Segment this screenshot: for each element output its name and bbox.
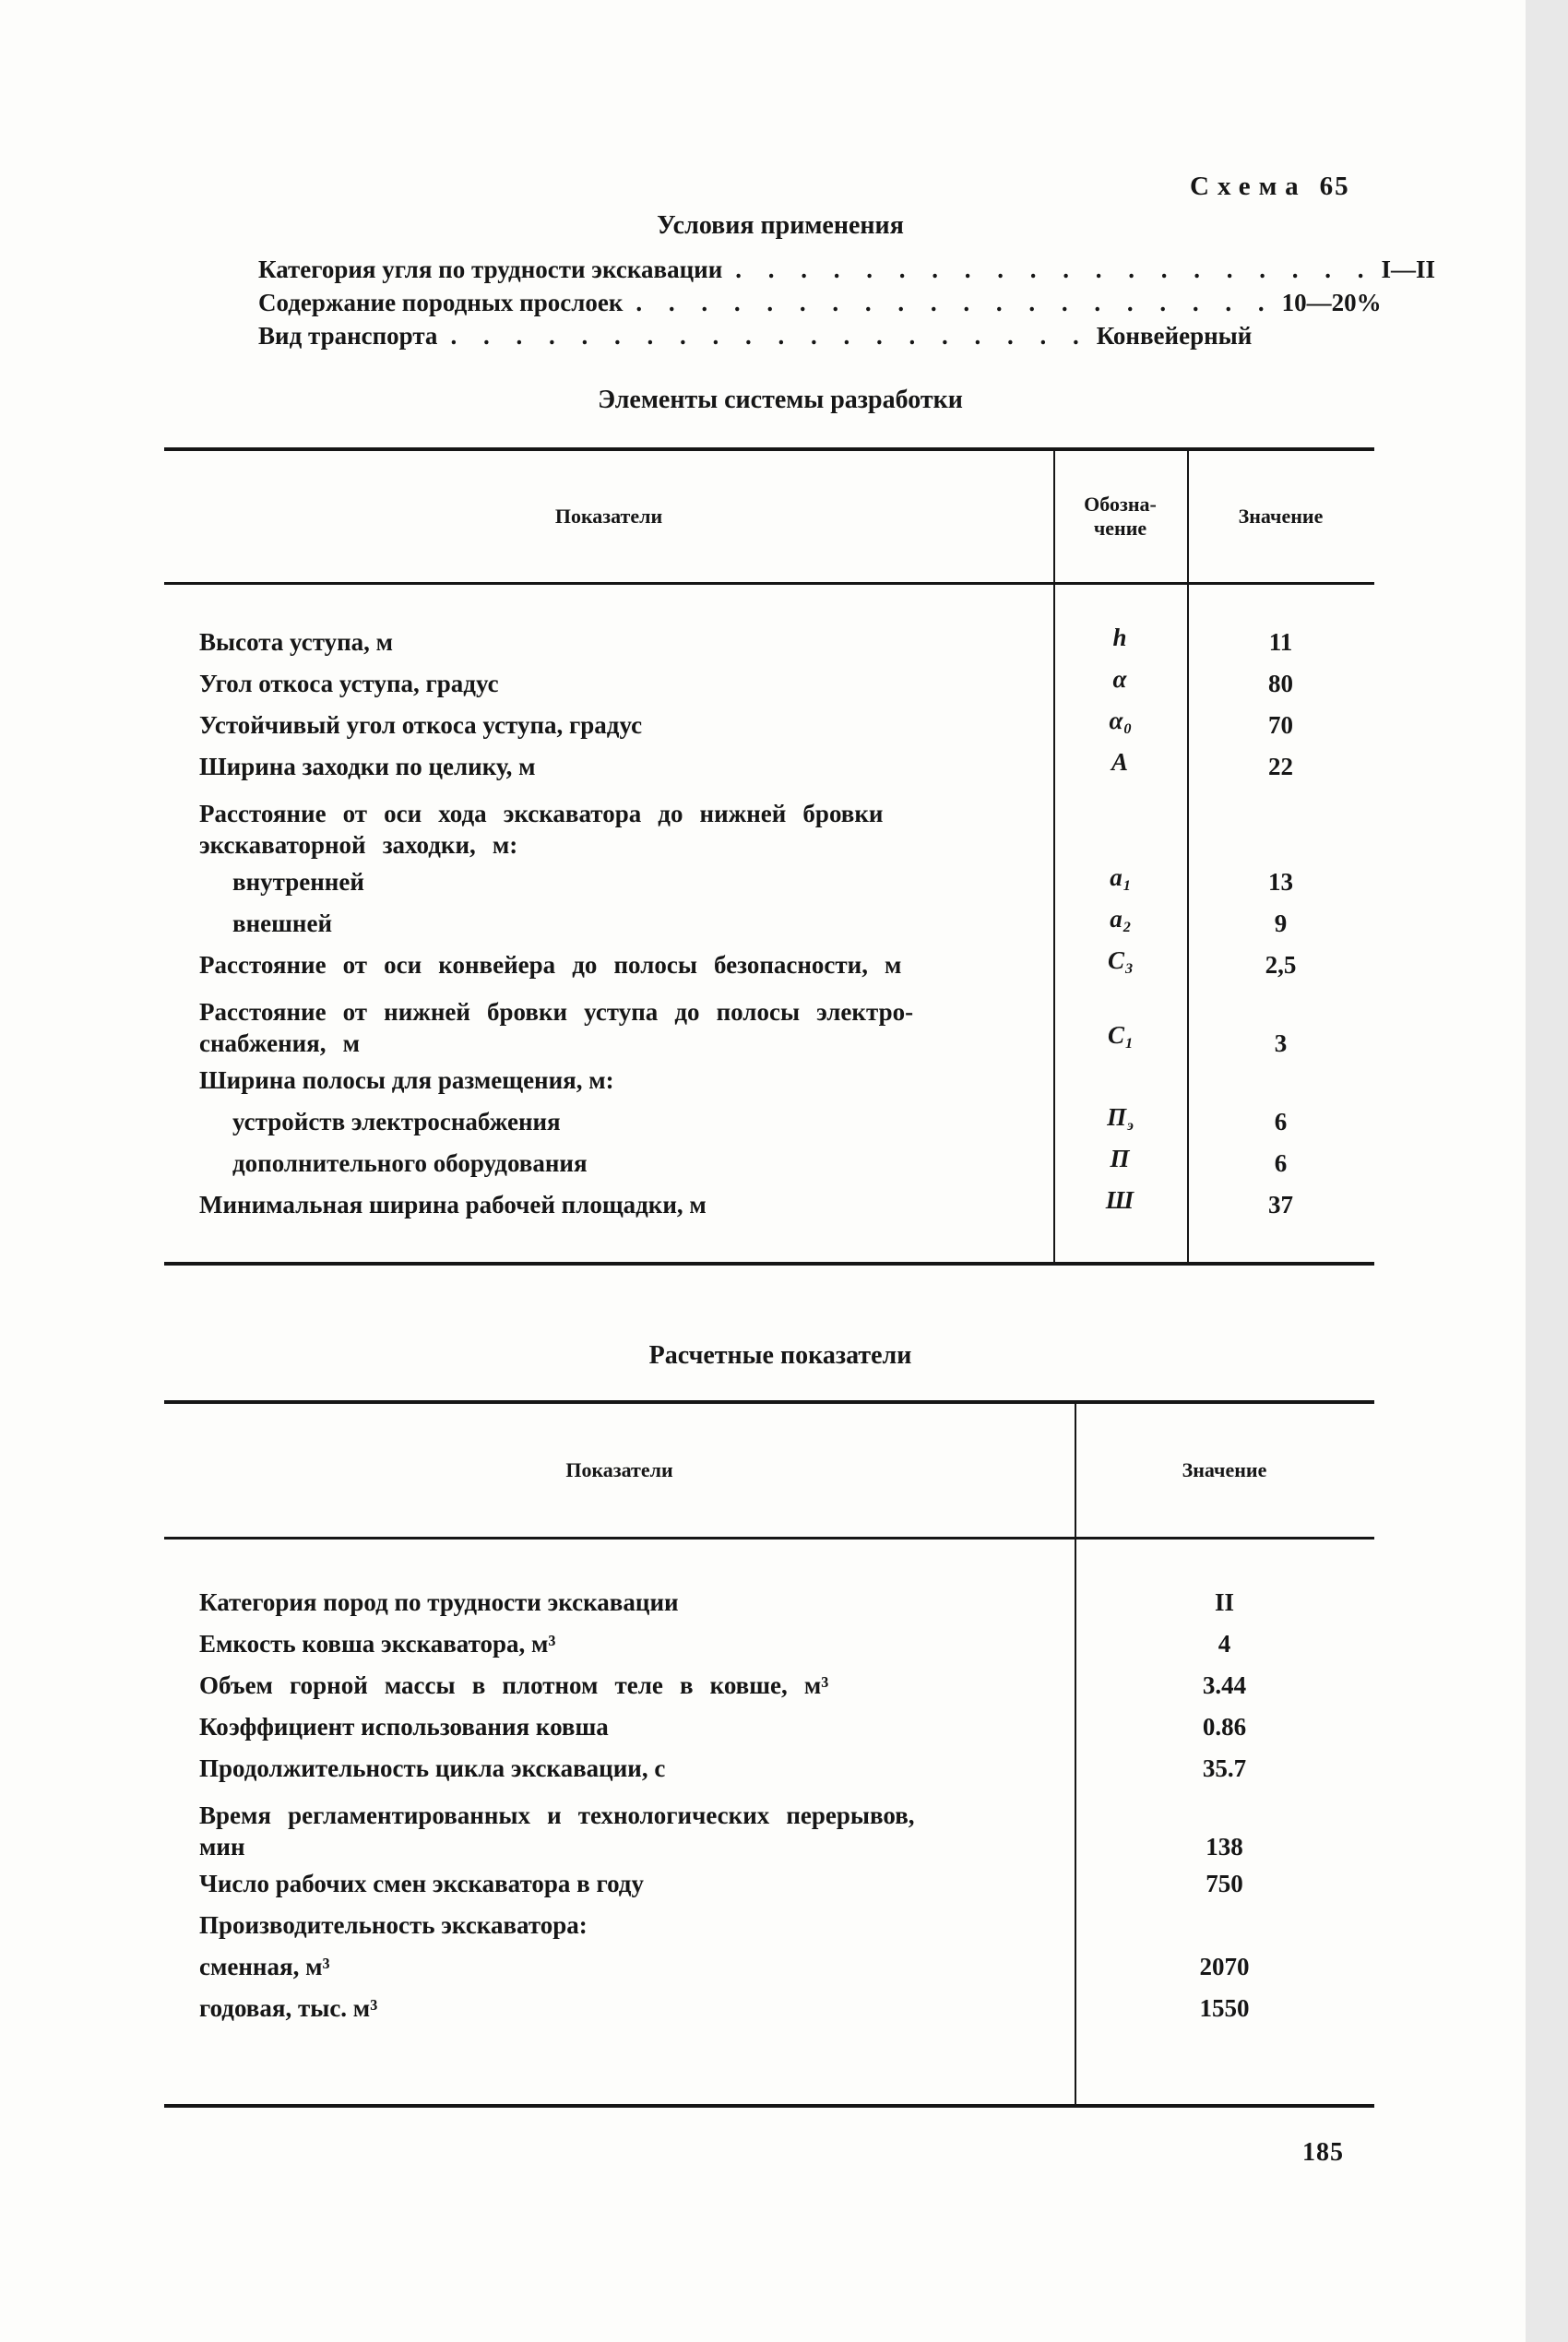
row-label: Минимальная ширина рабочей площадки, м [199, 1190, 707, 1219]
table-row [164, 1862, 1374, 1904]
row-value: 750 [1206, 1869, 1243, 1897]
scheme-label [1190, 172, 1350, 202]
symbol-base: П [1110, 1145, 1130, 1173]
row-value: 13 [1268, 867, 1293, 896]
row-label: Угол откоса уступа, градус [199, 669, 499, 697]
symbol-base: C [1107, 1021, 1124, 1050]
symbol-subscript: 1 [1123, 876, 1131, 894]
symbol-base: h [1112, 624, 1127, 652]
row-value: 2070 [1199, 1952, 1250, 1980]
table2-title: Расчетные показатели [648, 1341, 912, 1370]
dot-leader: . . . . . . . . . . . . . . . . . . . . [636, 289, 1275, 316]
row-label: Объем горной массы в плотном теле в ковше, м³ [199, 1670, 829, 1699]
row-value: 11 [1268, 627, 1293, 656]
calculated-indicators-table [164, 1400, 1374, 2108]
symbol-subscript: 0 [1123, 719, 1132, 737]
row-label: внешней [232, 909, 333, 937]
row-symbol [1053, 662, 1187, 704]
table-row [164, 902, 1374, 944]
table-row [164, 1789, 1374, 1862]
column-header-indicators: Показатели [565, 1458, 673, 1481]
symbol-base: П [1107, 1103, 1127, 1132]
row-value: II [1214, 1587, 1234, 1616]
column-header-symbol: Обозна- чение [1084, 493, 1157, 540]
row-value: 6 [1274, 1148, 1288, 1177]
row-value: 1550 [1199, 1993, 1250, 2022]
table-row [164, 1987, 1374, 2028]
column-header-indicators: Показатели [554, 505, 663, 528]
row-symbol [1053, 902, 1187, 944]
table1-title: Элементы системы разработки [598, 386, 963, 414]
symbol-subscript: э [1127, 1116, 1134, 1134]
scheme-word: Схема [1190, 172, 1307, 201]
row-label: годовая, тыс. м³ [199, 1993, 378, 2022]
row-label: внутренней [232, 867, 364, 896]
symbol-base: C [1107, 946, 1124, 975]
table-row [164, 621, 1374, 662]
row-symbol [1053, 1183, 1187, 1225]
table-row [164, 1945, 1374, 1987]
symbol-base: a [1110, 905, 1123, 933]
row-symbol [1053, 944, 1187, 985]
condition-label: Содержание породных прослоек [258, 289, 624, 316]
condition-value: Конвейерный [1096, 322, 1253, 350]
table-row [164, 944, 1374, 985]
symbol-subscript: 1 [1124, 1035, 1134, 1052]
table-row [164, 1142, 1374, 1183]
table-row [164, 1747, 1374, 1789]
condition-line [258, 289, 1382, 322]
row-label: Устойчивый угол откоса уступа, градус [199, 710, 643, 739]
scheme-number: 65 [1319, 172, 1350, 201]
condition-label: Вид транспорта [258, 322, 438, 350]
table-row [164, 662, 1374, 704]
row-label: Расстояние от оси конвейера до полосы безопасности, м [199, 950, 902, 979]
row-symbol [1053, 1100, 1187, 1142]
page-number: 185 [1302, 2138, 1344, 2167]
row-symbol [1053, 1059, 1187, 1100]
row-label: Расстояние от нижней бровки уступа до полосы электро- снабжения, м [199, 998, 914, 1057]
condition-line [258, 322, 1253, 355]
row-value: 3.44 [1202, 1670, 1247, 1699]
table-row [164, 1183, 1374, 1225]
table-header-row [164, 1404, 1374, 1540]
row-value: 3 [1274, 1029, 1288, 1057]
row-label: Категория пород по трудности экскавации [199, 1587, 679, 1616]
symbol-base: α [1109, 707, 1123, 735]
row-symbol [1053, 821, 1187, 861]
row-label: Продолжительность цикла экскавации, с [199, 1754, 666, 1782]
row-value: 4 [1218, 1629, 1231, 1658]
row-label: сменная, м³ [199, 1952, 330, 1980]
row-label: дополнительного оборудования [232, 1148, 588, 1177]
table-row [164, 1059, 1374, 1100]
condition-value: I—II [1381, 256, 1436, 283]
row-label: Коэффициент использования ковша [199, 1712, 609, 1741]
row-value: 0.86 [1202, 1712, 1247, 1741]
row-symbol [1053, 861, 1187, 902]
row-value: 37 [1268, 1190, 1293, 1219]
table-row [164, 861, 1374, 902]
symbol-base: Ш [1105, 1186, 1134, 1215]
symbol-base: a [1110, 863, 1123, 892]
row-label: Число рабочих смен экскаватора в году [199, 1869, 644, 1897]
row-label: Расстояние от оси хода экскаватора до нижней бровки экскаваторной заходки, м: [199, 800, 884, 859]
condition-line [258, 256, 1436, 289]
table-header-row [164, 451, 1374, 585]
column-header-value: Значение [1238, 505, 1324, 528]
symbol-base: α [1112, 665, 1127, 694]
column-header-value: Значение [1182, 1458, 1267, 1481]
condition-label: Категория угля по трудности экскавации [258, 256, 723, 283]
table-row [164, 1100, 1374, 1142]
row-label: Высота уступа, м [199, 627, 394, 656]
dot-leader: . . . . . . . . . . . . . . . . . . . . [450, 322, 1089, 350]
row-label: устройств электроснабжения [232, 1107, 561, 1135]
row-label: Время регламентированных и технологических перерывов, мин [199, 1801, 915, 1861]
row-value: 9 [1274, 909, 1288, 937]
row-symbol [1053, 745, 1187, 787]
table-row [164, 1706, 1374, 1747]
row-symbol [1053, 704, 1187, 745]
table-row [164, 1623, 1374, 1664]
row-value: 70 [1268, 710, 1293, 739]
table-row [164, 787, 1374, 861]
row-label: Ширина полосы для размещения, м: [199, 1065, 614, 1094]
conditions-title: Условия применения [657, 211, 904, 240]
row-label: Емкость ковша экскаватора, м³ [199, 1629, 556, 1658]
row-value: 2,5 [1265, 950, 1297, 979]
row-label: Ширина заходки по целику, м [199, 752, 536, 780]
table-row [164, 1581, 1374, 1623]
conditions-list [258, 256, 1436, 355]
row-value: 22 [1268, 752, 1293, 780]
row-value: 80 [1268, 669, 1293, 697]
row-value: 35.7 [1202, 1754, 1247, 1782]
row-symbol [1053, 1142, 1187, 1183]
condition-value: 10—20% [1281, 289, 1382, 316]
row-value: 138 [1206, 1833, 1243, 1861]
row-symbol [1053, 621, 1187, 662]
table-row [164, 745, 1374, 787]
table-row [164, 1664, 1374, 1706]
symbol-subscript: 2 [1123, 918, 1131, 935]
table-row [164, 1904, 1374, 1945]
row-value: 6 [1274, 1107, 1288, 1135]
elements-table [164, 447, 1374, 1266]
table-body [164, 1542, 1374, 2028]
symbol-base: A [1111, 748, 1128, 777]
table-row [164, 985, 1374, 1059]
symbol-subscript: 3 [1124, 959, 1134, 977]
table-row [164, 704, 1374, 745]
dot-leader: . . . . . . . . . . . . . . . . . . . . [735, 256, 1374, 283]
table-body [164, 588, 1374, 1225]
row-symbol [1053, 1019, 1187, 1059]
row-label: Производительность экскаватора: [199, 1910, 588, 1939]
